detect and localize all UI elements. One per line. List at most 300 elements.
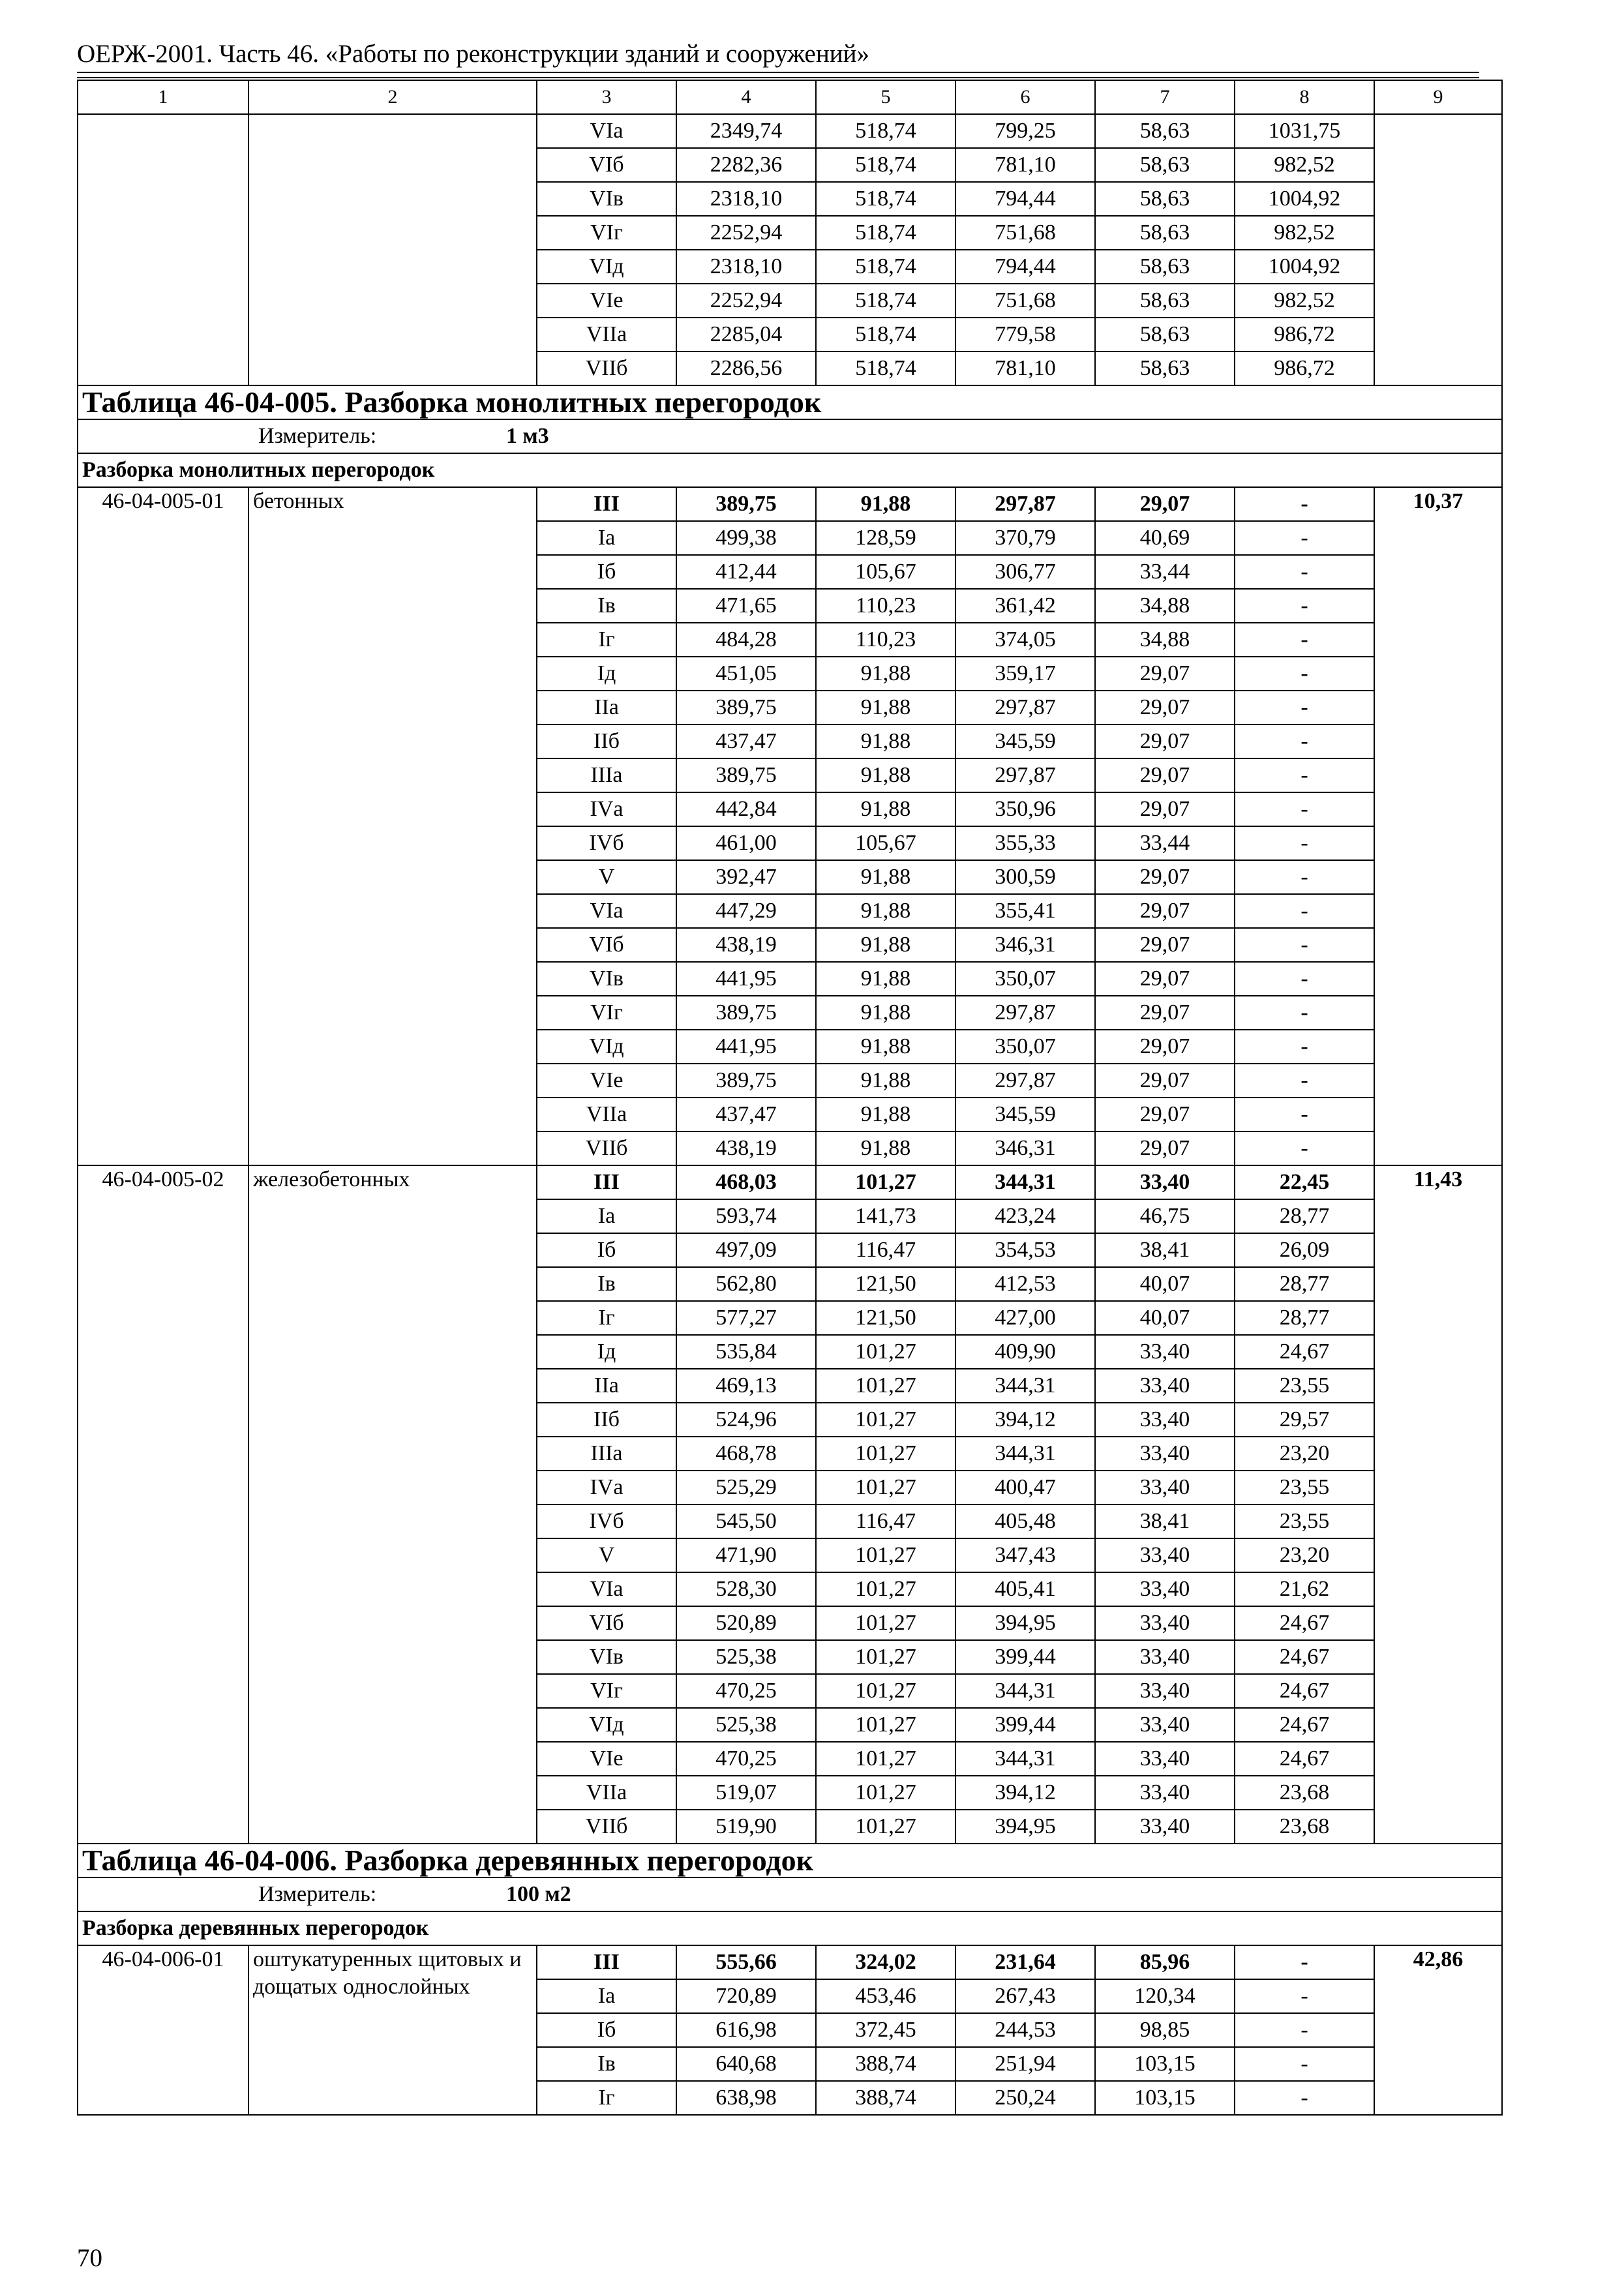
- value-cell: 23,55: [1235, 1504, 1374, 1538]
- value-cell: 518,74: [816, 250, 955, 284]
- value-cell: 405,48: [955, 1504, 1095, 1538]
- value-cell: 103,15: [1095, 2081, 1235, 2115]
- zone-cell: Iа: [537, 1979, 676, 2013]
- value-cell: 344,31: [955, 1369, 1095, 1403]
- value-cell: 24,67: [1235, 1606, 1374, 1640]
- zone-cell: VIб: [537, 928, 676, 962]
- value-cell: 388,74: [816, 2081, 955, 2115]
- value-cell: -: [1235, 2081, 1374, 2115]
- value-cell: 22,45: [1235, 1165, 1374, 1199]
- value-cell: 519,07: [676, 1776, 816, 1810]
- column-number: 6: [955, 80, 1095, 114]
- table-row: [78, 487, 1502, 521]
- value-cell: 346,31: [955, 928, 1095, 962]
- value-cell: 58,63: [1095, 250, 1235, 284]
- value-cell: -: [1235, 555, 1374, 589]
- column-number: 8: [1235, 80, 1374, 114]
- value-cell: 29,07: [1095, 1131, 1235, 1165]
- table-row: [78, 114, 1502, 148]
- value-cell: 441,95: [676, 962, 816, 996]
- value-cell: 33,44: [1095, 826, 1235, 860]
- value-cell: -: [1235, 623, 1374, 657]
- value-cell: 33,40: [1095, 1776, 1235, 1810]
- value-cell: 412,44: [676, 555, 816, 589]
- zone-cell: VIIа: [537, 1098, 676, 1131]
- value-cell: 40,07: [1095, 1267, 1235, 1301]
- table-title-row: [78, 385, 1502, 419]
- name-cell: бетонных: [248, 487, 537, 1165]
- value-cell: 29,07: [1095, 691, 1235, 725]
- value-cell: 23,68: [1235, 1776, 1374, 1810]
- value-cell: 355,33: [955, 826, 1095, 860]
- zone-cell: Iб: [537, 555, 676, 589]
- value-cell: 21,62: [1235, 1572, 1374, 1606]
- value-cell: 101,27: [816, 1606, 955, 1640]
- value-cell: 394,95: [955, 1606, 1095, 1640]
- value-cell: 101,27: [816, 1437, 955, 1471]
- value-cell: 29,07: [1095, 1098, 1235, 1131]
- value-cell: 33,40: [1095, 1674, 1235, 1708]
- value-cell: 441,95: [676, 1030, 816, 1064]
- value-cell: 518,74: [816, 216, 955, 250]
- section-row: [78, 453, 1502, 487]
- value-cell: 101,27: [816, 1369, 955, 1403]
- value-cell: 101,27: [816, 1572, 955, 1606]
- value-cell: 38,41: [1095, 1233, 1235, 1267]
- value-cell: 370,79: [955, 521, 1095, 555]
- page-number: 70: [77, 2244, 102, 2272]
- zone-cell: VIд: [537, 1030, 676, 1064]
- zone-cell: Iг: [537, 623, 676, 657]
- column-number: 5: [816, 80, 955, 114]
- zone-cell: IIб: [537, 1403, 676, 1437]
- code-cell: [78, 114, 248, 385]
- value-cell: 345,59: [955, 725, 1095, 758]
- measure-label: Измеритель:: [258, 424, 377, 448]
- value-cell: 91,88: [816, 928, 955, 962]
- column-number: 7: [1095, 80, 1235, 114]
- value-cell: 33,40: [1095, 1538, 1235, 1572]
- value-cell: 29,07: [1095, 792, 1235, 826]
- zone-cell: IVб: [537, 826, 676, 860]
- value-cell: 23,20: [1235, 1437, 1374, 1471]
- value-cell: 781,10: [955, 148, 1095, 182]
- zone-cell: Iа: [537, 1199, 676, 1233]
- value-cell: 29,07: [1095, 1064, 1235, 1098]
- value-cell: 33,40: [1095, 1369, 1235, 1403]
- table-title: Таблица 46-04-005. Разборка монолитных перегородок: [78, 385, 1502, 419]
- value-cell: 545,50: [676, 1504, 816, 1538]
- code-cell: 46-04-006-01: [78, 1945, 248, 2115]
- value-cell: 392,47: [676, 860, 816, 894]
- value-cell: -: [1235, 657, 1374, 691]
- value-cell: 23,55: [1235, 1369, 1374, 1403]
- value-cell: 29,07: [1095, 758, 1235, 792]
- value-cell: 28,77: [1235, 1199, 1374, 1233]
- value-cell: 91,88: [816, 1098, 955, 1131]
- value-cell: 350,96: [955, 792, 1095, 826]
- value-cell: 24,67: [1235, 1708, 1374, 1742]
- value-cell: 389,75: [676, 487, 816, 521]
- value-cell: 29,07: [1095, 487, 1235, 521]
- name-cell: железобетонных: [248, 1165, 537, 1844]
- value-cell: -: [1235, 928, 1374, 962]
- measure-value: 100 м2: [506, 1882, 571, 1906]
- value-cell: -: [1235, 691, 1374, 725]
- value-cell: -: [1235, 2013, 1374, 2047]
- header-rule: [77, 77, 1479, 78]
- value-cell: 438,19: [676, 1131, 816, 1165]
- value-cell: 33,40: [1095, 1640, 1235, 1674]
- value-cell: 116,47: [816, 1504, 955, 1538]
- value-cell: -: [1235, 826, 1374, 860]
- value-cell: 1004,92: [1235, 182, 1374, 216]
- value-cell: 593,74: [676, 1199, 816, 1233]
- value-cell: 29,07: [1095, 1030, 1235, 1064]
- value-cell: 91,88: [816, 792, 955, 826]
- value-cell: 297,87: [955, 996, 1095, 1030]
- value-cell: 26,09: [1235, 1233, 1374, 1267]
- value-cell: 982,52: [1235, 284, 1374, 318]
- value-cell: 33,40: [1095, 1471, 1235, 1504]
- value-cell: 344,31: [955, 1674, 1095, 1708]
- value-cell: 437,47: [676, 1098, 816, 1131]
- value-cell: 324,02: [816, 1945, 955, 1979]
- value-cell: -: [1235, 996, 1374, 1030]
- value-cell: 24,67: [1235, 1674, 1374, 1708]
- zone-cell: Iг: [537, 2081, 676, 2115]
- value-cell: 518,74: [816, 148, 955, 182]
- measure-row: [78, 419, 1502, 453]
- zone-cell: VIIб: [537, 1810, 676, 1844]
- value-cell: 33,40: [1095, 1708, 1235, 1742]
- value-cell: 91,88: [816, 962, 955, 996]
- value-cell: 91,88: [816, 1064, 955, 1098]
- rates-table-body: [78, 80, 1502, 2115]
- value-cell: 751,68: [955, 216, 1095, 250]
- measure-cell: [78, 419, 1502, 453]
- value-cell: -: [1235, 1945, 1374, 1979]
- section-title: Разборка деревянных перегородок: [78, 1911, 1502, 1945]
- zone-cell: IIб: [537, 725, 676, 758]
- value-cell: 29,07: [1095, 962, 1235, 996]
- value-cell: 101,27: [816, 1403, 955, 1437]
- value-cell: 101,27: [816, 1640, 955, 1674]
- value-cell: -: [1235, 894, 1374, 928]
- value-cell: 58,63: [1095, 114, 1235, 148]
- section-title: Разборка монолитных перегородок: [78, 453, 1502, 487]
- value-cell: 412,53: [955, 1267, 1095, 1301]
- value-cell: 344,31: [955, 1742, 1095, 1776]
- value-cell: 91,88: [816, 691, 955, 725]
- value-cell: 986,72: [1235, 352, 1374, 385]
- value-cell: 2282,36: [676, 148, 816, 182]
- value-cell: 427,00: [955, 1301, 1095, 1335]
- value-cell: 101,27: [816, 1708, 955, 1742]
- value-cell: 91,88: [816, 996, 955, 1030]
- value-cell: 497,09: [676, 1233, 816, 1267]
- value-cell: -: [1235, 2047, 1374, 2081]
- value-cell: 267,43: [955, 1979, 1095, 2013]
- value-cell: 535,84: [676, 1335, 816, 1369]
- measure-value: 1 м3: [506, 424, 549, 448]
- zone-cell: IVб: [537, 1504, 676, 1538]
- value-cell: 638,98: [676, 2081, 816, 2115]
- value-cell: 499,38: [676, 521, 816, 555]
- value-cell: 251,94: [955, 2047, 1095, 2081]
- value-cell: 520,89: [676, 1606, 816, 1640]
- value-cell: 297,87: [955, 1064, 1095, 1098]
- zone-cell: Iд: [537, 1335, 676, 1369]
- code-cell: 46-04-005-01: [78, 487, 248, 1165]
- value-cell: 344,31: [955, 1165, 1095, 1199]
- value-cell: 468,78: [676, 1437, 816, 1471]
- value-cell: 33,40: [1095, 1742, 1235, 1776]
- value-cell: 28,77: [1235, 1267, 1374, 1301]
- value-cell: 779,58: [955, 318, 1095, 352]
- value-cell: 101,27: [816, 1674, 955, 1708]
- value-cell: 555,66: [676, 1945, 816, 1979]
- zone-cell: VIг: [537, 1674, 676, 1708]
- value-cell: 470,25: [676, 1674, 816, 1708]
- value-cell: 231,64: [955, 1945, 1095, 1979]
- value-cell: 23,20: [1235, 1538, 1374, 1572]
- table-row: [78, 1165, 1502, 1199]
- value-cell: 525,29: [676, 1471, 816, 1504]
- col9-cell: 42,86: [1374, 1945, 1502, 2115]
- value-cell: 438,19: [676, 928, 816, 962]
- value-cell: -: [1235, 792, 1374, 826]
- zone-cell: VIд: [537, 250, 676, 284]
- value-cell: 29,57: [1235, 1403, 1374, 1437]
- value-cell: 101,27: [816, 1810, 955, 1844]
- table-row: [78, 1945, 1502, 1979]
- value-cell: 453,46: [816, 1979, 955, 2013]
- value-cell: -: [1235, 758, 1374, 792]
- value-cell: 141,73: [816, 1199, 955, 1233]
- header-rule: [77, 72, 1479, 73]
- value-cell: 297,87: [955, 487, 1095, 521]
- value-cell: 33,40: [1095, 1165, 1235, 1199]
- zone-cell: VIIб: [537, 352, 676, 385]
- value-cell: 23,68: [1235, 1810, 1374, 1844]
- rates-table: [77, 80, 1503, 2116]
- value-cell: 528,30: [676, 1572, 816, 1606]
- value-cell: 794,44: [955, 182, 1095, 216]
- zone-cell: VIа: [537, 1572, 676, 1606]
- value-cell: 105,67: [816, 826, 955, 860]
- value-cell: 374,05: [955, 623, 1095, 657]
- value-cell: 2318,10: [676, 182, 816, 216]
- name-cell: [248, 114, 537, 385]
- value-cell: 244,53: [955, 2013, 1095, 2047]
- zone-cell: Iа: [537, 521, 676, 555]
- value-cell: 91,88: [816, 725, 955, 758]
- value-cell: 91,88: [816, 758, 955, 792]
- value-cell: 389,75: [676, 1064, 816, 1098]
- value-cell: 350,07: [955, 1030, 1095, 1064]
- value-cell: 105,67: [816, 555, 955, 589]
- zone-cell: VIд: [537, 1708, 676, 1742]
- value-cell: 29,07: [1095, 860, 1235, 894]
- value-cell: 34,88: [1095, 623, 1235, 657]
- column-number: 1: [78, 80, 248, 114]
- value-cell: 91,88: [816, 894, 955, 928]
- zone-cell: VIб: [537, 1606, 676, 1640]
- value-cell: 33,40: [1095, 1572, 1235, 1606]
- zone-cell: VIг: [537, 996, 676, 1030]
- value-cell: 33,40: [1095, 1335, 1235, 1369]
- value-cell: 33,40: [1095, 1810, 1235, 1844]
- zone-cell: Iд: [537, 657, 676, 691]
- value-cell: 394,12: [955, 1776, 1095, 1810]
- value-cell: 116,47: [816, 1233, 955, 1267]
- zone-cell: Iг: [537, 1301, 676, 1335]
- value-cell: 101,27: [816, 1335, 955, 1369]
- value-cell: 1004,92: [1235, 250, 1374, 284]
- value-cell: 33,44: [1095, 555, 1235, 589]
- zone-cell: VIа: [537, 114, 676, 148]
- section-row: [78, 1911, 1502, 1945]
- value-cell: 40,07: [1095, 1301, 1235, 1335]
- value-cell: 29,07: [1095, 894, 1235, 928]
- value-cell: -: [1235, 1131, 1374, 1165]
- value-cell: -: [1235, 589, 1374, 623]
- value-cell: 389,75: [676, 758, 816, 792]
- value-cell: 58,63: [1095, 352, 1235, 385]
- zone-cell: IIа: [537, 1369, 676, 1403]
- value-cell: 359,17: [955, 657, 1095, 691]
- value-cell: 982,52: [1235, 148, 1374, 182]
- value-cell: 103,15: [1095, 2047, 1235, 2081]
- value-cell: 101,27: [816, 1165, 955, 1199]
- value-cell: 389,75: [676, 691, 816, 725]
- value-cell: 24,67: [1235, 1742, 1374, 1776]
- value-cell: 29,07: [1095, 657, 1235, 691]
- value-cell: 400,47: [955, 1471, 1095, 1504]
- value-cell: 447,29: [676, 894, 816, 928]
- zone-cell: VIIа: [537, 1776, 676, 1810]
- value-cell: 58,63: [1095, 318, 1235, 352]
- measure-cell: [78, 1878, 1502, 1911]
- value-cell: 2252,94: [676, 216, 816, 250]
- value-cell: 344,31: [955, 1437, 1095, 1471]
- value-cell: 394,95: [955, 1810, 1095, 1844]
- zone-cell: VIв: [537, 962, 676, 996]
- zone-cell: Iв: [537, 589, 676, 623]
- value-cell: 470,25: [676, 1742, 816, 1776]
- value-cell: 29,07: [1095, 928, 1235, 962]
- value-cell: 388,74: [816, 2047, 955, 2081]
- table-title-row: [78, 1844, 1502, 1878]
- value-cell: -: [1235, 487, 1374, 521]
- value-cell: 471,65: [676, 589, 816, 623]
- column-number: 3: [537, 80, 676, 114]
- value-cell: 28,77: [1235, 1301, 1374, 1335]
- value-cell: 484,28: [676, 623, 816, 657]
- value-cell: -: [1235, 725, 1374, 758]
- value-cell: 2318,10: [676, 250, 816, 284]
- zone-cell: IVа: [537, 792, 676, 826]
- value-cell: 423,24: [955, 1199, 1095, 1233]
- value-cell: -: [1235, 1030, 1374, 1064]
- value-cell: 468,03: [676, 1165, 816, 1199]
- value-cell: 518,74: [816, 352, 955, 385]
- value-cell: 33,40: [1095, 1403, 1235, 1437]
- value-cell: 306,77: [955, 555, 1095, 589]
- column-number: 9: [1374, 80, 1502, 114]
- value-cell: 518,74: [816, 318, 955, 352]
- zone-cell: Iб: [537, 1233, 676, 1267]
- value-cell: 345,59: [955, 1098, 1095, 1131]
- value-cell: 399,44: [955, 1640, 1095, 1674]
- value-cell: 38,41: [1095, 1504, 1235, 1538]
- value-cell: 751,68: [955, 284, 1095, 318]
- value-cell: 23,55: [1235, 1471, 1374, 1504]
- value-cell: 442,84: [676, 792, 816, 826]
- value-cell: 101,27: [816, 1742, 955, 1776]
- value-cell: 519,90: [676, 1810, 816, 1844]
- value-cell: 524,96: [676, 1403, 816, 1437]
- value-cell: 437,47: [676, 725, 816, 758]
- value-cell: 2286,56: [676, 352, 816, 385]
- value-cell: 24,67: [1235, 1640, 1374, 1674]
- zone-cell: IVа: [537, 1471, 676, 1504]
- value-cell: 34,88: [1095, 589, 1235, 623]
- value-cell: 121,50: [816, 1267, 955, 1301]
- value-cell: 46,75: [1095, 1199, 1235, 1233]
- value-cell: 399,44: [955, 1708, 1095, 1742]
- value-cell: 616,98: [676, 2013, 816, 2047]
- value-cell: 101,27: [816, 1471, 955, 1504]
- zone-cell: VIе: [537, 1064, 676, 1098]
- zone-cell: III: [537, 1945, 676, 1979]
- zone-cell: VIв: [537, 182, 676, 216]
- zone-cell: VIе: [537, 1742, 676, 1776]
- value-cell: 347,43: [955, 1538, 1095, 1572]
- zone-cell: VIIб: [537, 1131, 676, 1165]
- value-cell: 29,07: [1095, 725, 1235, 758]
- value-cell: 525,38: [676, 1640, 816, 1674]
- zone-cell: Iб: [537, 2013, 676, 2047]
- value-cell: 91,88: [816, 1030, 955, 1064]
- column-number: 2: [248, 80, 537, 114]
- value-cell: 58,63: [1095, 216, 1235, 250]
- value-cell: -: [1235, 860, 1374, 894]
- value-cell: 2252,94: [676, 284, 816, 318]
- value-cell: 350,07: [955, 962, 1095, 996]
- zone-cell: VIIа: [537, 318, 676, 352]
- col9-cell: 10,37: [1374, 487, 1502, 1165]
- value-cell: -: [1235, 1098, 1374, 1131]
- zone-cell: VIв: [537, 1640, 676, 1674]
- value-cell: -: [1235, 1064, 1374, 1098]
- value-cell: 781,10: [955, 352, 1095, 385]
- value-cell: 128,59: [816, 521, 955, 555]
- value-cell: 24,67: [1235, 1335, 1374, 1369]
- value-cell: 101,27: [816, 1776, 955, 1810]
- value-cell: 40,69: [1095, 521, 1235, 555]
- value-cell: 297,87: [955, 758, 1095, 792]
- zone-cell: V: [537, 1538, 676, 1572]
- value-cell: 451,05: [676, 657, 816, 691]
- value-cell: 110,23: [816, 589, 955, 623]
- value-cell: 389,75: [676, 996, 816, 1030]
- value-cell: 300,59: [955, 860, 1095, 894]
- value-cell: 110,23: [816, 623, 955, 657]
- name-cell: оштукатуренных щитовых и дощатых однослойных: [248, 1945, 537, 2115]
- value-cell: 91,88: [816, 860, 955, 894]
